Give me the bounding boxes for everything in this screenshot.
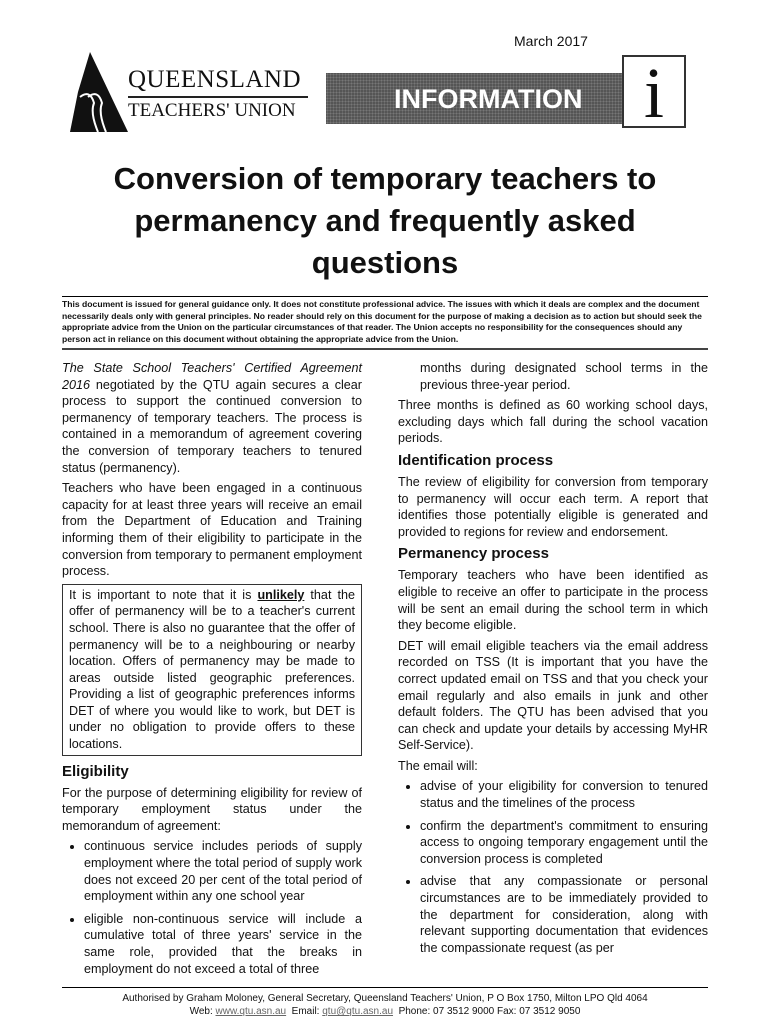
continued-text: months during designated school terms in the previous three-year period. xyxy=(420,361,708,392)
paragraph: Teachers who have been engaged in a continuous capacity for at least three years will receive an email from the Department of Education and Training informing them of their eligibility to participate in the conversion from temporary to permanent employment process. xyxy=(62,481,362,579)
footer-authorisation: Authorised by Graham Moloney, General Secretary, Queensland Teachers' Union, P O Box 1750, Milton LPO Qld 4064 xyxy=(122,993,648,1005)
info-icon: i xyxy=(622,55,686,128)
email-list xyxy=(398,778,708,956)
phone-fax: Phone: 07 3512 9000 Fax: 07 3512 9050 xyxy=(393,1006,581,1018)
logo-line-2: TEACHERS' UNION xyxy=(128,100,296,121)
heading-identification: Identification process xyxy=(398,451,554,469)
list-item: • advise of your eligibility for conversion to tenured status and the timelines of the process xyxy=(420,778,708,811)
page-title: Conversion of temporary teachers to permanency and frequently asked questions xyxy=(113,161,657,280)
banner-label: INFORMATION xyxy=(394,84,583,114)
disclaimer: This document is issued for general guidance only. It does not constitute professional advice. The issues with which it deals are complex and the document necessarily deals only with general principles. No reader should rely on this document for the purpose of making a decision as to action but should seek the appropriate advice from the Union on the particular circumstances of that reader. The Union accepts no responsibility for the consequences should any person act in reliance on this document without obtaining the appropriate advice from the Union. xyxy=(62,296,708,350)
left-column xyxy=(62,360,362,983)
paragraph: Temporary teachers who have been identified as eligible to receive an offer to participate in the process will be sent an email during the school term in which they become eligible. xyxy=(398,568,708,633)
paragraph: The review of eligibility for conversion from temporary to permanency will occur each term. A report that identifies those potentially eligible is generated and provided to regions for review and endorsement. xyxy=(398,474,708,539)
agreement-name: The State School Teachers' Certified Agreement 2016 xyxy=(62,361,362,392)
logo-rule xyxy=(128,96,308,98)
columns xyxy=(62,360,708,983)
document-date: March 2017 xyxy=(514,33,588,49)
website-link[interactable]: www.qtu.asn.au xyxy=(215,1006,287,1018)
intro-paragraph xyxy=(62,360,362,476)
list-item: • advise that any compassionate or personal circumstances are to be immediately provided to the department for consideration, along with relevant supporting documentation that evidences the compassionate request (as per xyxy=(420,873,708,956)
notice-text: that the offer of permanency will be to a teacher's current school. There is also no guarantee that the offer of permanency will be to a neighbouring or nearby location. Offers of permanency may be made to areas outside listed geographic preferences. Providing a list of geographic preferences informs DET of where you would like to work, but DET is under no obligation to provide offers to these locations. xyxy=(69,587,356,752)
footer xyxy=(62,987,708,1028)
paragraph: For the purpose of determining eligibility for review of temporary employment status under the memorandum of agreement: xyxy=(62,785,362,833)
list-item: • eligible non-continuous service will include a cumulative total of three years' service in the same role, provided that the breaks in employment do not exceed a total of three xyxy=(84,911,362,977)
paragraph: DET will email eligible teachers via the email address recorded on TSS (It is important that you have the correct updated email on TSS and that you check your email regularly and also emails in junk and other default folders. The QTU has been advised that you can check and update your details by accessing MyHR Self-Service). xyxy=(398,638,708,753)
paragraph: The email will: xyxy=(398,758,478,773)
list-item: • continuous service includes periods of supply employment where the total period of supply work does not exceed 20 per cent of the total period of employment within any one school year xyxy=(84,838,362,904)
logo-mark-icon xyxy=(70,52,130,132)
right-column xyxy=(398,360,708,983)
email-label: Email: xyxy=(286,1006,323,1018)
eligibility-list xyxy=(62,838,362,977)
paragraph: Three months is defined as 60 working school days, excluding days which fall during the school vacation periods. xyxy=(398,398,708,446)
heading-permanency: Permanency process xyxy=(398,545,549,563)
email-link[interactable]: qtu@qtu.asn.au xyxy=(322,1006,394,1018)
list-item: • confirm the department's commitment to ensuring access to ongoing temporary engagement until the conversion process is completed xyxy=(420,818,708,868)
information-banner xyxy=(326,73,622,124)
notice-box xyxy=(62,584,362,756)
web-label: Web: xyxy=(189,1006,216,1018)
notice-text: It is important to note that it is xyxy=(69,587,258,602)
qtu-logo xyxy=(70,52,320,132)
intro-text: negotiated by the QTU again secures a clear process to support the continued conversion to permanency of temporary teachers. The process is contained in a memorandum of agreement covering the conversion of temporary teachers to tenured status (permanency). xyxy=(62,377,362,475)
logo-line-1: QUEENSLAND xyxy=(128,66,302,93)
footer-contact xyxy=(62,1005,708,1018)
notice-emphasis: unlikely xyxy=(257,587,305,602)
heading-eligibility: Eligibility xyxy=(62,762,129,780)
